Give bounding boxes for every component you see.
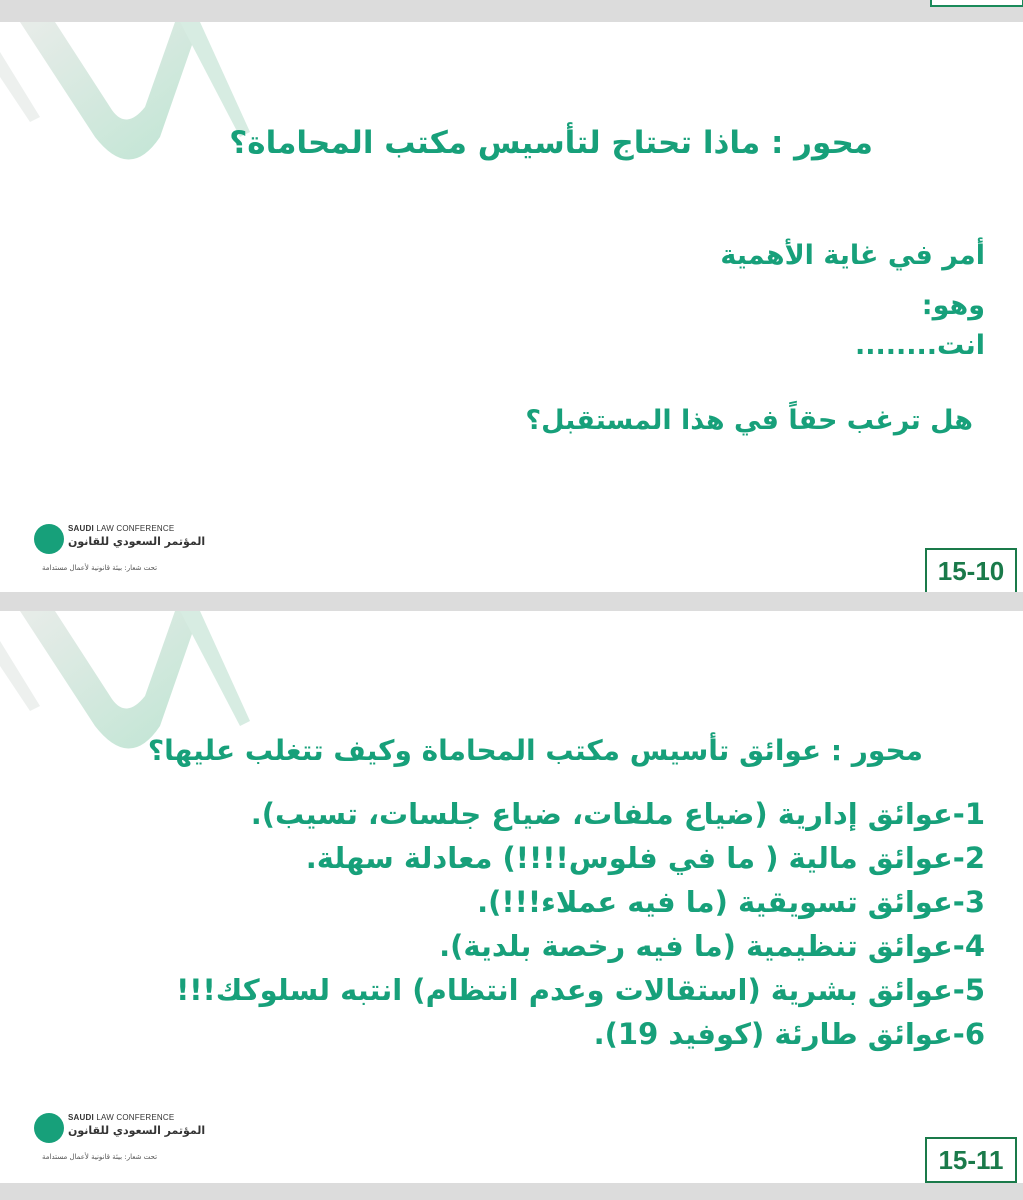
body-line: أمر في غاية الأهمية — [720, 240, 985, 271]
logo-tagline: تحت شعار: بيئة قانونية لأعمال مستدامة — [42, 564, 158, 572]
slide-1 — [0, 22, 1023, 592]
page-number: 15-11 — [925, 1137, 1017, 1183]
logo-arabic-text: المؤتمر السعودي للقانون — [68, 1124, 206, 1137]
logo-english-text: SAUDI LAW CONFERENCE — [68, 1113, 175, 1122]
slide-2 — [0, 611, 1023, 1183]
list-item: 4-عوائق تنظيمية (ما فيه رخصة بلدية). — [439, 929, 985, 963]
logo-mark-icon — [34, 1113, 64, 1143]
previous-slide-edge — [930, 0, 1023, 7]
logo-arabic-text: المؤتمر السعودي للقانون — [68, 535, 206, 548]
list-item: 3-عوائق تسويقية (ما فيه عملاء!!!). — [477, 885, 985, 919]
list-item: 5-عوائق بشرية (استقالات وعدم انتظام) انتبه لسلوكك!!! — [176, 973, 985, 1007]
decorative-swoosh — [0, 22, 260, 192]
saudi-law-conference-logo — [34, 522, 204, 582]
body-line: هل ترغب حقاً في هذا المستقبل؟ — [525, 405, 973, 436]
slide-title: محور : ماذا تحتاج لتأسيس مكتب المحاماة؟ — [229, 125, 873, 161]
logo-tagline: تحت شعار: بيئة قانونية لأعمال مستدامة — [42, 1153, 158, 1161]
list-item: 6-عوائق طارئة (كوفيد 19). — [593, 1017, 985, 1051]
logo-mark-icon — [34, 524, 64, 554]
saudi-law-conference-logo — [34, 1111, 204, 1171]
logo-english-text: SAUDI LAW CONFERENCE — [68, 524, 175, 533]
body-line: انت........ — [854, 330, 985, 361]
page-number: 15-10 — [925, 548, 1017, 592]
list-item: 1-عوائق إدارية (ضياع ملفات، ضياع جلسات، تسيب). — [250, 797, 985, 831]
list-item: 2-عوائق مالية ( ما في فلوس!!!!) معادلة سهلة. — [305, 841, 985, 875]
body-line: وهو: — [921, 290, 985, 321]
slide-title: محور : عوائق تأسيس مكتب المحاماة وكيف تتغلب عليها؟ — [147, 734, 923, 767]
